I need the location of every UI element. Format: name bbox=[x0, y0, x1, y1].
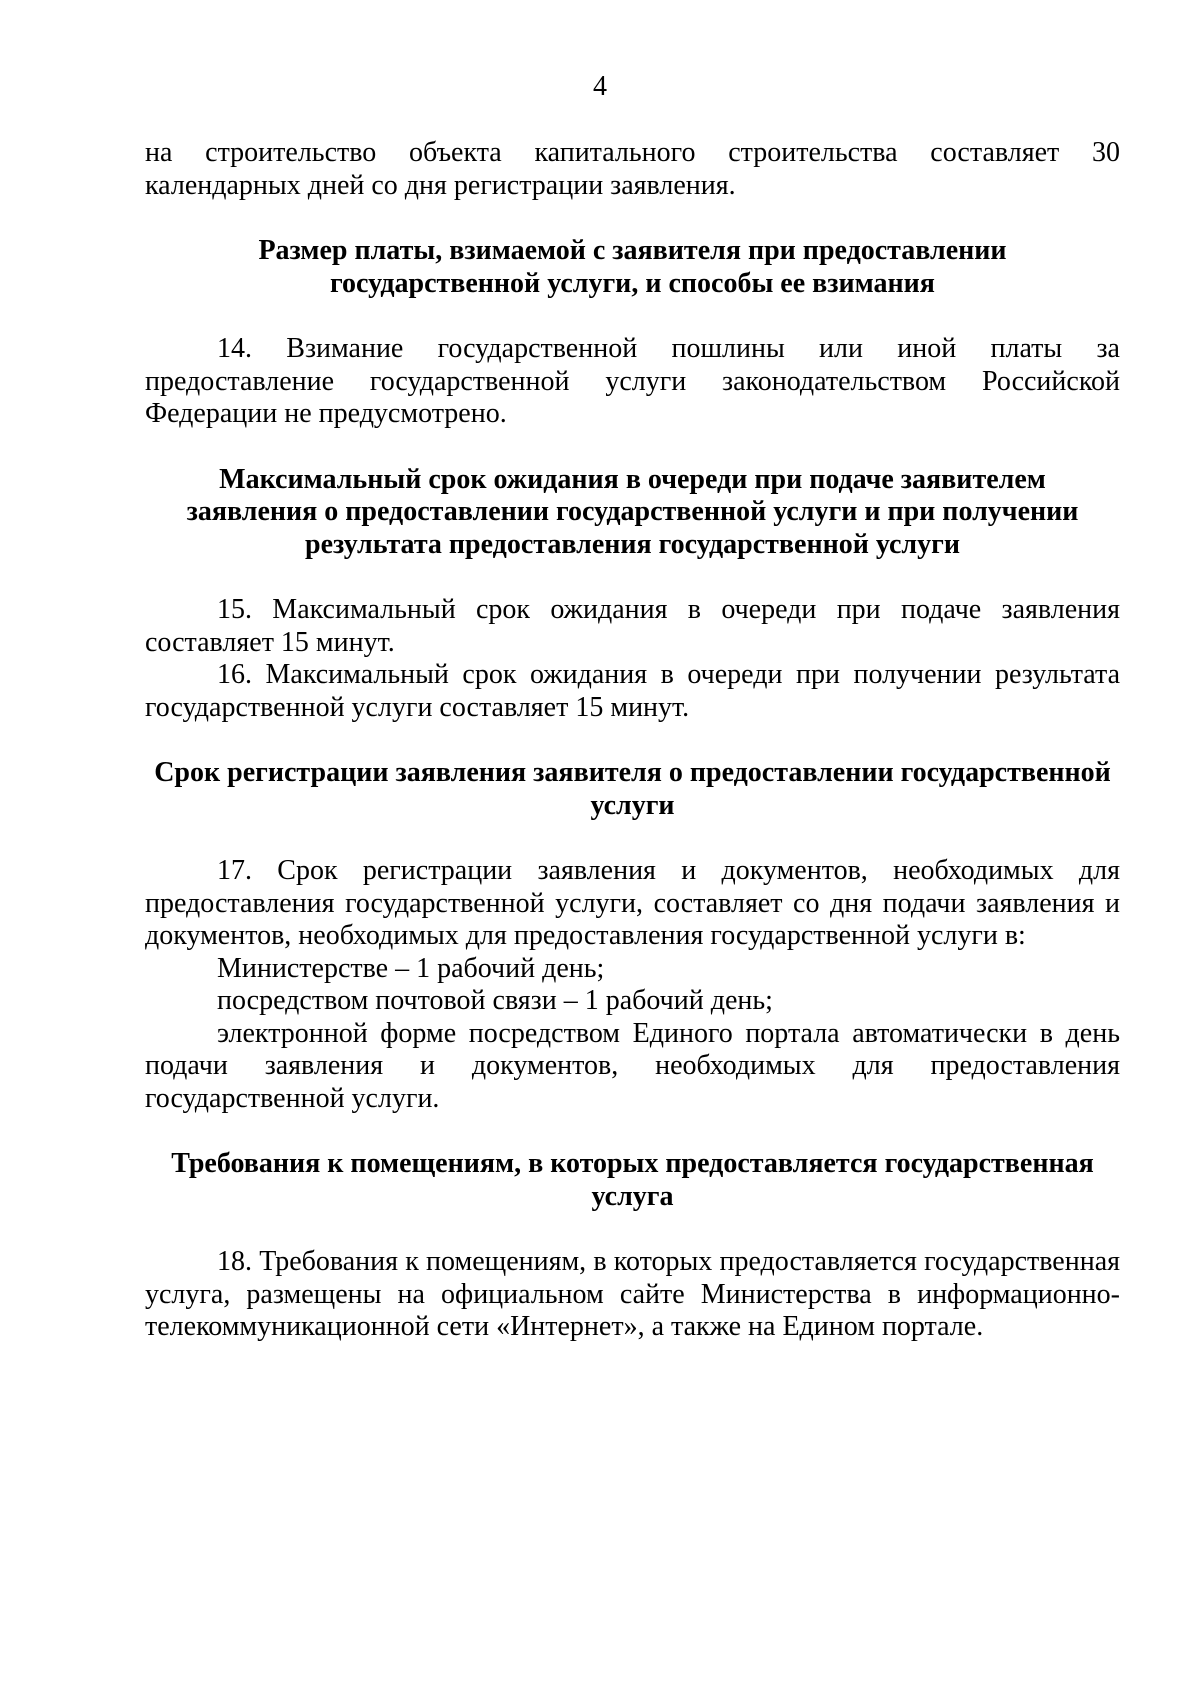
heading-line: услуга bbox=[591, 1180, 674, 1212]
paragraph-17-ministry: Министерстве – 1 рабочий день; bbox=[217, 952, 605, 984]
heading-line: услуги bbox=[590, 789, 675, 821]
heading-line: заявления о предоставлении государственной услуги и при получении bbox=[186, 496, 1079, 527]
paragraph-17-electronic: электронной форме посредством Единого портала автоматически в день подачи заявления и документов, необходимых для предоставления государственной услуги. bbox=[145, 1017, 1120, 1114]
section-heading-premises bbox=[145, 1148, 1120, 1213]
heading-line: Требования к помещениям, в которых предоставляется государственная bbox=[171, 1148, 1094, 1179]
section-heading-queue bbox=[145, 464, 1120, 562]
heading-line: Срок регистрации заявления заявителя о предоставлении государственной bbox=[154, 757, 1111, 788]
paragraph-14: 14. Взимание государственной пошлины или иной платы за предоставление государственной услуги законодательством Российской Федерации не предусмотрено. bbox=[145, 333, 1120, 429]
document-body bbox=[145, 137, 1120, 1344]
paragraph-17: 17. Срок регистрации заявления и документов, необходимых для предоставления государственной услуги, составляет со дня подачи заявления и документов, необходимых для предоставления государственной услуги в: bbox=[145, 855, 1120, 951]
section-heading-fee bbox=[145, 235, 1120, 300]
paragraph-17-mail: посредством почтовой связи – 1 рабочий день; bbox=[217, 985, 773, 1016]
paragraph-15: 15. Максимальный срок ожидания в очереди при подаче заявления составляет 15 минут. bbox=[145, 594, 1120, 658]
paragraph-16: 16. Максимальный срок ожидания в очереди при получении результата государственной услуги составляет 15 минут. bbox=[145, 659, 1120, 723]
heading-line: результата предоставления государственной услуги bbox=[305, 528, 960, 560]
paragraph-18: 18. Требования к помещениям, в которых предоставляется государственная услуга, размещены на официальном сайте Министерства в информационно-телекоммуникационной сети «Интернет», а также на Едином портале. bbox=[145, 1246, 1120, 1342]
heading-line: Размер платы, взимаемой с заявителя при предоставлении bbox=[258, 235, 1007, 266]
section-heading-registration bbox=[145, 757, 1120, 822]
page-number: 4 bbox=[593, 71, 607, 102]
heading-line: Максимальный срок ожидания в очереди при подаче заявителем bbox=[219, 463, 1046, 495]
heading-line: государственной услуги, и способы ее взимания bbox=[330, 267, 935, 299]
intro-paragraph: на строительство объекта капитального строительства составляет 30 календарных дней со дня регистрации заявления. bbox=[145, 137, 1120, 201]
